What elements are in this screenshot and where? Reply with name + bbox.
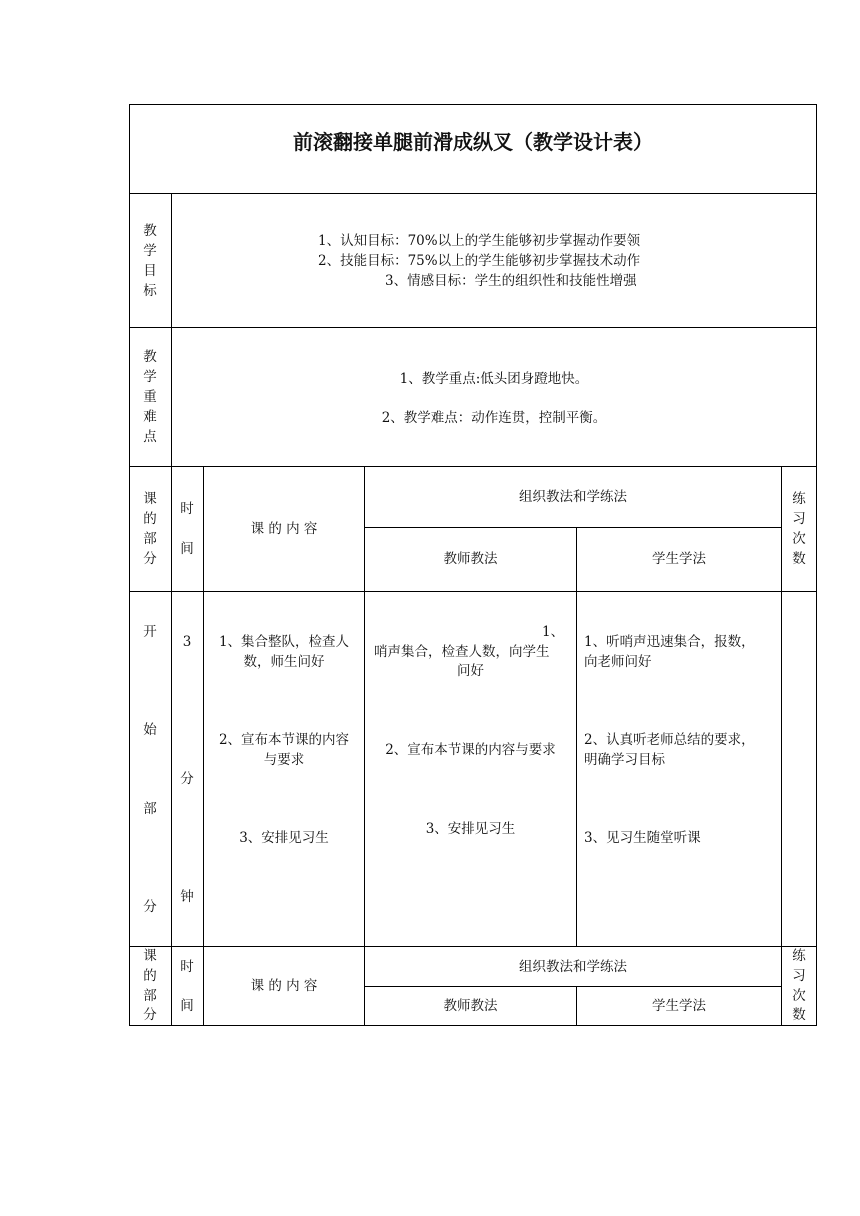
border-h4 [365,527,782,528]
header-char: 的 [143,968,157,984]
border-right [816,104,817,1026]
header-char: 间 [180,541,194,557]
content-line: 2、宣布本节课的内容 [218,732,350,748]
key-point-line: 1、教学重点:低头团身蹬地快。 [399,371,589,387]
label-char: 标 [143,283,157,299]
label-char: 难 [143,409,157,425]
content-line: 数，师生问好 [243,654,325,670]
student-line: 1、听哨声迅速集合，报数， [584,634,755,650]
header-char: 课 [143,948,157,964]
student-line: 明确学习目标 [584,752,665,768]
teacher-line: 3、安排见习生 [425,821,516,837]
teacher-line: 哨声集合，检查人数，向学生 [374,644,550,660]
header2-content: 课 的 内 容 [250,978,318,994]
label-char: 学 [143,369,157,385]
header-char: 分 [143,551,157,567]
content-line: 与要求 [263,752,305,768]
border-bottom [129,1025,817,1026]
header-teacher: 教师教法 [443,551,498,567]
header-char: 时 [180,501,194,517]
content-line: 3、安排见习生 [239,830,329,846]
border-left [129,104,130,1026]
header-char: 时 [180,959,194,975]
header-content: 课 的 内 容 [250,521,318,537]
header-char: 部 [143,531,157,547]
border-v-label [171,193,172,1026]
content-line: 1、集合整队，检查人 [218,634,350,650]
part-char: 分 [143,899,157,915]
header-char: 分 [143,1007,157,1023]
student-line: 3、见习生随堂听课 [584,830,701,846]
border-h7 [365,986,782,987]
header-char: 次 [792,531,806,547]
student-line: 2、认真听老师总结的要求， [584,732,755,748]
border-h1 [129,193,817,194]
time-char: 钟 [180,889,194,905]
header-char: 数 [792,551,806,567]
label-char: 教 [143,223,157,239]
label-char: 学 [143,243,157,259]
objective-line: 3、情感目标：学生的组织性和技能性增强 [385,273,637,289]
label-char: 目 [143,263,157,279]
label-char: 重 [143,389,157,405]
border-v-methods [576,527,577,946]
header2-student: 学生学法 [652,998,706,1014]
header-char: 练 [792,948,806,964]
header-char: 习 [792,511,806,527]
label-char: 点 [143,429,157,445]
key-point-line: 2、教学难点：动作连贯，控制平衡。 [381,410,607,426]
page-title: 前滚翻接单腿前滑成纵叉（教学设计表） [293,130,653,154]
time-char: 3 [182,634,192,650]
header2-teacher: 教师教法 [443,998,498,1014]
part-char: 始 [143,722,157,738]
header-methods: 组织教法和学练法 [519,489,627,505]
header-char: 习 [792,968,806,984]
teacher-line: 1、 [542,624,565,640]
border-h2 [129,327,817,328]
objective-line: 2、技能目标：75%以上的学生能够初步掌握技术动作 [318,253,641,269]
part-char: 部 [143,801,157,817]
header-char: 部 [143,988,157,1004]
label-char: 教 [143,349,157,365]
header-student: 学生学法 [652,551,706,567]
header2-methods: 组织教法和学练法 [519,959,627,975]
border-v-practice [781,466,782,1026]
border-h6 [129,946,817,947]
border-h3 [129,466,817,467]
objective-line: 1、认知目标：70%以上的学生能够初步掌握动作要领 [318,233,641,249]
header-char: 练 [792,491,806,507]
border-top [129,104,817,105]
student-line: 向老师问好 [584,654,652,670]
header-char: 的 [143,511,157,527]
header-char: 次 [792,988,806,1004]
time-char: 分 [180,771,194,787]
header-char: 间 [180,998,194,1014]
header-char: 数 [792,1007,806,1023]
teacher-line: 2、宣布本节课的内容与要求 [385,742,556,758]
part-char: 开 [143,624,157,640]
teacher-line: 问好 [457,663,484,679]
header-char: 课 [143,491,157,507]
border-h5 [129,591,817,592]
